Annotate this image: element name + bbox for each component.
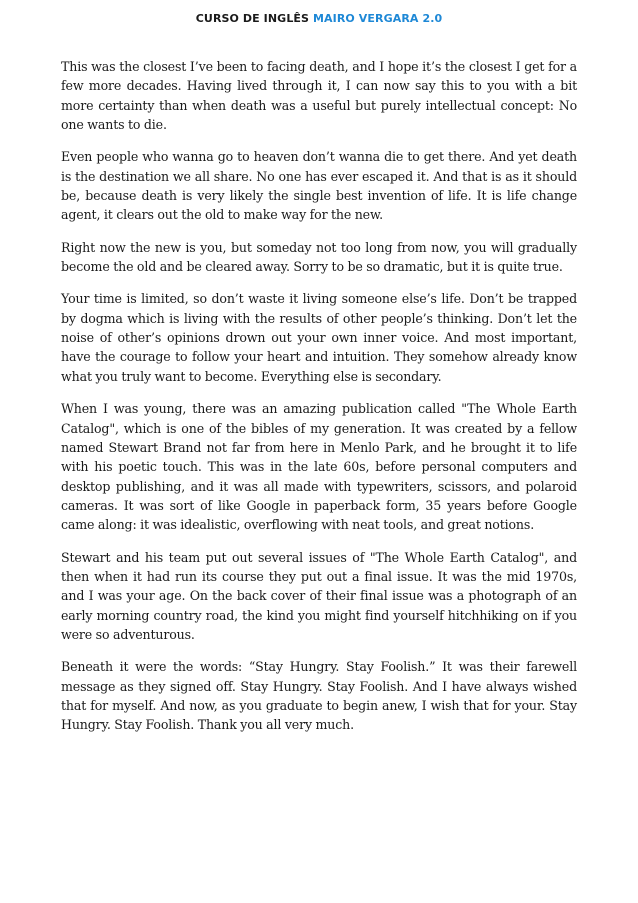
header-course-label: CURSO DE INGLÊS (195, 12, 313, 25)
paragraph-4: Your time is limited, so don’t waste it living someone else’s life. Don’t be trapped by dogma which is living with the results of other people’s thinking. Don’t let the noise of other’s opinions drown out your own inner voice. And most important, have the courage to follow your heart and intuition. They somehow already know what you truly want to become. Everything else is secondary. (61, 291, 577, 384)
header-brand: MAIRO VERGARA 2.0 (313, 12, 443, 25)
paragraph-3: Right now the new is you, but someday not too long from now, you will gradually become the old and be cleared away. Sorry to be so dramatic, but it is quite true. (61, 239, 577, 275)
paragraph-6: Stewart and his team put out several issues of "The Whole Earth Catalog", and then when it had run its course they put out a final issue. It was the mid 1970s, and I was your age. On the back cover of their final issue was a photograph of an early morning country road, the kind you might find yourself hitchhiking on if you were so adventurous. (61, 549, 577, 642)
paragraph-1: This was the closest I’ve been to facing death, and I hope it’s the closest I get for a few more decades. Having lived through it, I can now say this to you with a bit more certainty than when death was a useful but purely intellectual concept: No one wants to die. (61, 59, 577, 133)
paragraph-2: Even people who wanna go to heaven don’t wanna die to get there. And yet death is the destination we all share. No one has ever escaped it. And that is as it should be, because death is very likely the single best invention of life. It is life change agent, it clears out the old to make way for the new. (61, 149, 577, 223)
paragraph-7: Beneath it were the words: “Stay Hungry. Stay Foolish.” It was their farewell message as they signed off. Stay Hungry. Stay Foolish. And I have always wished that for myself. And now, as you graduate to begin anew, I wish that for your. Stay Hungry. Stay Foolish. Thank you all very much. (61, 659, 577, 733)
paragraph-5: When I was young, there was an amazing publication called "The Whole Earth Catalog", which is one of the bibles of my generation. It was created by a fellow named Stewart Brand not far from here in Menlo Park, and he brought it to life with his poetic touch. This was in the late 60s, before personal computers and desktop publishing, and it was all made with typewriters, scissors, and polaroid cameras. It was sort of like Google in paperback form, 35 years before Google came along: it was idealistic, overflowing with neat tools, and great notions. (61, 401, 577, 533)
body-text (61, 57, 577, 748)
page-header (0, 12, 638, 25)
